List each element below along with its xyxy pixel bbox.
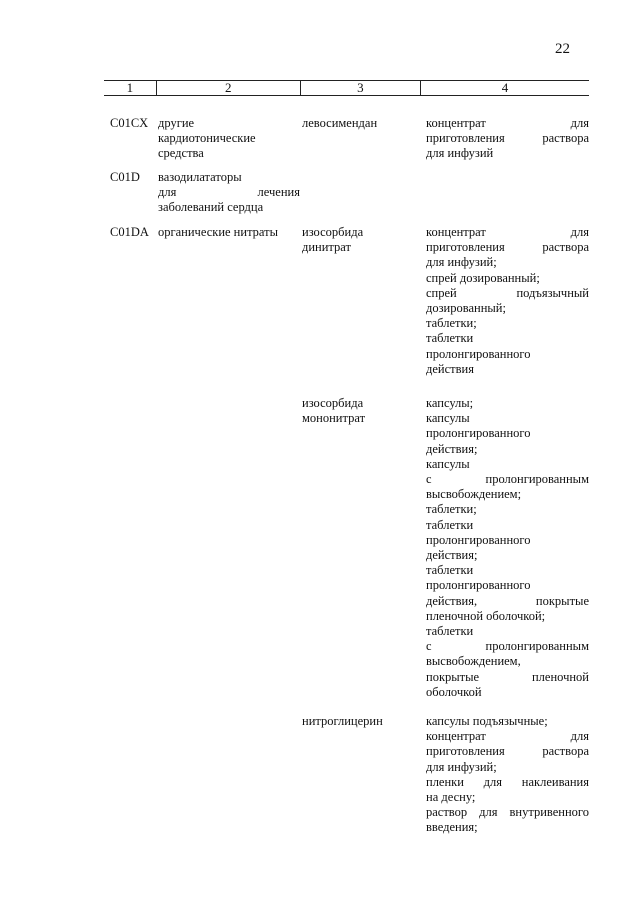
atc-code: C01DA bbox=[110, 225, 149, 239]
dosage-form-line: таблетки; bbox=[426, 502, 477, 517]
atc-code bbox=[104, 396, 156, 700]
dosage-form-line: приготовления раствора bbox=[426, 131, 589, 146]
dosage-forms bbox=[420, 170, 589, 216]
dosage-form-line: таблетки bbox=[426, 563, 474, 578]
dosage-form-line: высвобождением; bbox=[426, 487, 522, 502]
table-row bbox=[104, 116, 589, 162]
dosage-form-line: спрей дозированный; bbox=[426, 270, 540, 285]
dosage-form-line: спрей подъязычный bbox=[426, 285, 589, 300]
table-row bbox=[104, 714, 589, 836]
dosage-form-line: концентрат для bbox=[426, 225, 589, 239]
group-name-line: для лечения bbox=[158, 185, 300, 200]
drug-name-line: изосорбида bbox=[302, 396, 364, 410]
dosage-form-line: для инфузий bbox=[426, 146, 494, 161]
dosage-form-line: пролонгированного bbox=[426, 426, 531, 441]
drug-name-line: мононитрат bbox=[302, 411, 366, 426]
dosage-form-line: концентрат для bbox=[426, 729, 589, 744]
dosage-form-line: действия, покрытые bbox=[426, 593, 589, 608]
dosage-form-line: действия; bbox=[426, 441, 478, 456]
dosage-form-line: пленки для наклеивания bbox=[426, 774, 589, 789]
dosage-form-line: таблетки bbox=[426, 624, 474, 639]
group-name-line: органические нитраты bbox=[158, 225, 279, 239]
group-name-line: средства bbox=[158, 146, 204, 161]
table-header bbox=[104, 80, 589, 96]
group-name bbox=[156, 116, 300, 162]
group-name bbox=[156, 225, 300, 377]
dosage-form-line: пролонгированного bbox=[426, 346, 531, 361]
dosage-form-line: для инфузий; bbox=[426, 759, 497, 774]
table-row bbox=[104, 396, 589, 700]
dosage-form-line: таблетки bbox=[426, 517, 474, 532]
atc-code bbox=[104, 714, 156, 836]
dosage-form-line: капсулы bbox=[426, 411, 470, 426]
dosage-form-line: с пролонгированным bbox=[426, 639, 589, 654]
dosage-form-line: капсулы; bbox=[426, 396, 474, 410]
table-row bbox=[104, 225, 589, 377]
dosage-form-line: с пролонгированным bbox=[426, 472, 589, 487]
atc-code: C01CX bbox=[110, 116, 149, 130]
dosage-form-line: действия; bbox=[426, 548, 478, 563]
group-name bbox=[156, 170, 300, 216]
dosage-form-line: на десну; bbox=[426, 790, 476, 805]
dosage-form-line: капсулы bbox=[426, 456, 470, 471]
dosage-form-line: действия bbox=[426, 361, 474, 376]
dosage-form-line: капсулы подъязычные; bbox=[426, 714, 548, 728]
group-name-line: кардиотонические bbox=[158, 131, 256, 146]
drug-name-line: динитрат bbox=[302, 240, 351, 255]
table-row bbox=[104, 170, 589, 216]
dosage-form-line: введения; bbox=[426, 820, 478, 835]
drug-name bbox=[300, 170, 420, 216]
dosage-form-line: высвобождением, bbox=[426, 654, 521, 669]
group-name-line: заболеваний сердца bbox=[158, 200, 264, 215]
drug-name-line: изосорбида bbox=[302, 225, 364, 239]
group-name-line: вазодилататоры bbox=[158, 170, 242, 184]
dosage-form-line: пролонгированного bbox=[426, 532, 531, 547]
dosage-form-line: раствор для внутривенного bbox=[426, 805, 589, 820]
dosage-form-line: пролонгированного bbox=[426, 578, 531, 593]
drug-name bbox=[300, 396, 420, 700]
dosage-form-line: пленочной оболочкой; bbox=[426, 608, 546, 623]
page-number: 22 bbox=[555, 41, 570, 57]
dosage-form-line: покрытые пленочной bbox=[426, 669, 589, 684]
group-name-line: другие bbox=[158, 116, 195, 130]
dosage-form-line: таблетки; bbox=[426, 316, 477, 331]
dosage-form-line: оболочкой bbox=[426, 684, 482, 699]
drug-name bbox=[300, 714, 420, 836]
column-header-3: 3 bbox=[301, 81, 421, 95]
drug-name bbox=[300, 116, 420, 162]
column-header-1: 1 bbox=[104, 81, 157, 95]
drug-name-line: нитроглицерин bbox=[302, 714, 383, 728]
dosage-form-line: приготовления раствора bbox=[426, 744, 589, 759]
dosage-form-line: для инфузий; bbox=[426, 255, 497, 270]
drug-name-line: левосимендан bbox=[302, 116, 378, 130]
dosage-form-line: дозированный; bbox=[426, 301, 506, 316]
drug-name bbox=[300, 225, 420, 377]
column-header-4: 4 bbox=[501, 80, 509, 95]
dosage-form-line: таблетки bbox=[426, 331, 474, 346]
group-name bbox=[156, 396, 300, 700]
column-header-2: 2 bbox=[157, 81, 301, 95]
dosage-form-line: приготовления раствора bbox=[426, 240, 589, 255]
dosage-forms bbox=[420, 396, 589, 700]
dosage-forms bbox=[420, 116, 589, 162]
dosage-form-line: концентрат для bbox=[426, 116, 589, 130]
dosage-forms bbox=[420, 714, 589, 836]
dosage-forms bbox=[420, 225, 589, 377]
group-name bbox=[156, 714, 300, 836]
atc-code: C01D bbox=[110, 170, 140, 184]
